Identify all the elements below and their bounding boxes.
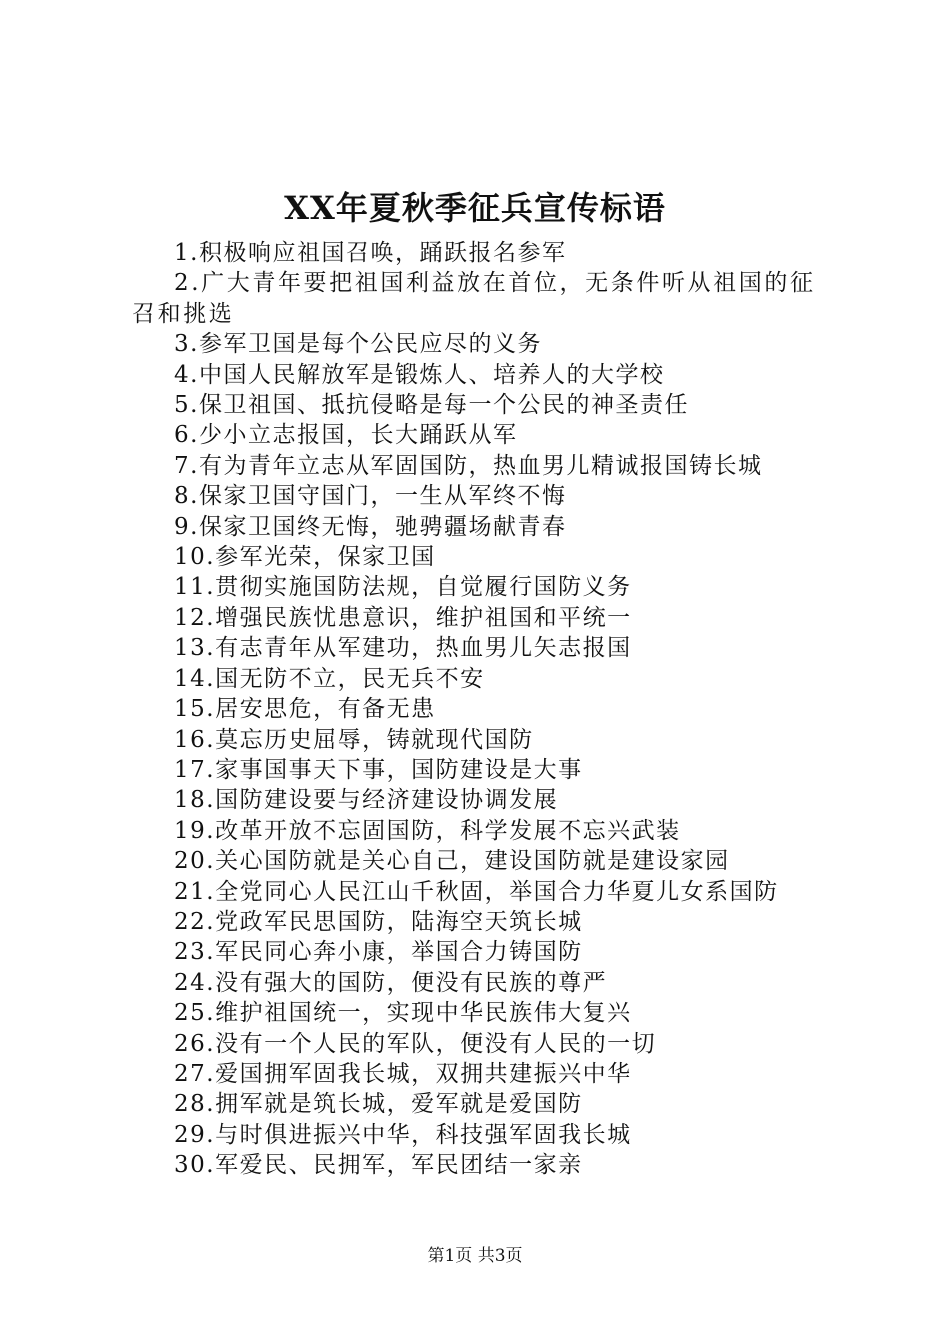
document-title: XX年夏秋季征兵宣传标语 xyxy=(284,189,666,227)
list-item: 14.国无防不立，民无兵不安 xyxy=(174,665,485,692)
list-item: 20.关心国防就是关心自己，建设国防就是建设家园 xyxy=(174,848,730,875)
list-item: 12.增强民族忧患意识，维护祖国和平统一 xyxy=(174,604,632,631)
list-item: 29.与时俱进振兴中华，科技强军固我长城 xyxy=(174,1121,632,1148)
slogan-list xyxy=(132,238,838,1181)
list-item: 15.居安思危，有备无患 xyxy=(174,696,436,723)
list-item: 1.积极响应祖国召唤，踊跃报名参军 xyxy=(174,240,567,266)
list-item: 26.没有一个人民的军队，便没有人民的一切 xyxy=(174,1030,657,1057)
list-item: 16.莫忘历史屈辱，铸就现代国防 xyxy=(174,726,534,753)
list-item: 22.党政军民思国防，陆海空天筑长城 xyxy=(174,908,583,935)
list-item: 6.少小立志报国，长大踊跃从军 xyxy=(174,422,518,449)
list-item: 24.没有强大的国防，便没有民族的尊严 xyxy=(174,969,608,996)
list-item: 11.贯彻实施国防法规，自觉履行国防义务 xyxy=(174,574,632,601)
list-item: 7.有为青年立志从军固国防，热血男儿精诚报国铸长城 xyxy=(174,452,763,479)
list-item: 9.保家卫国终无悔，驰骋疆场献青春 xyxy=(174,513,567,540)
list-item: 5.保卫祖国、抵抗侵略是每一个公民的神圣责任 xyxy=(174,392,689,419)
list-item: 18.国防建设要与经济建设协调发展 xyxy=(174,787,559,814)
page-footer: 第1页 共3页 xyxy=(427,1246,523,1266)
list-item: 2.广大青年要把祖国利益放在首位，无条件听从祖国的征召和挑选 xyxy=(132,270,816,327)
list-item: 23.军民同心奔小康，举国合力铸国防 xyxy=(174,939,583,966)
list-item: 19.改革开放不忘固国防，科学发展不忘兴武装 xyxy=(174,817,681,844)
list-item: 25.维护祖国统一，实现中华民族伟大复兴 xyxy=(174,1000,632,1027)
list-item: 3.参军卫国是每个公民应尽的义务 xyxy=(174,331,542,358)
list-item: 27.爱国拥军固我长城，双拥共建振兴中华 xyxy=(174,1060,632,1087)
list-item: 17.家事国事天下事，国防建设是大事 xyxy=(174,756,583,783)
list-item: 13.有志青年从军建功，热血男儿矢志报国 xyxy=(174,635,632,662)
list-item: 8.保家卫国守国门，一生从军终不悔 xyxy=(174,483,567,510)
list-item: 4.中国人民解放军是锻炼人、培养人的大学校 xyxy=(174,361,665,388)
list-item: 21.全党同心人民江山千秋固，举国合力华夏儿女系国防 xyxy=(174,878,779,905)
list-item: 10.参军光荣，保家卫国 xyxy=(174,544,436,571)
list-item: 30.军爱民、民拥军，军民团结一家亲 xyxy=(174,1152,583,1179)
list-item: 28.拥军就是筑长城，爱军就是爱国防 xyxy=(174,1091,583,1118)
